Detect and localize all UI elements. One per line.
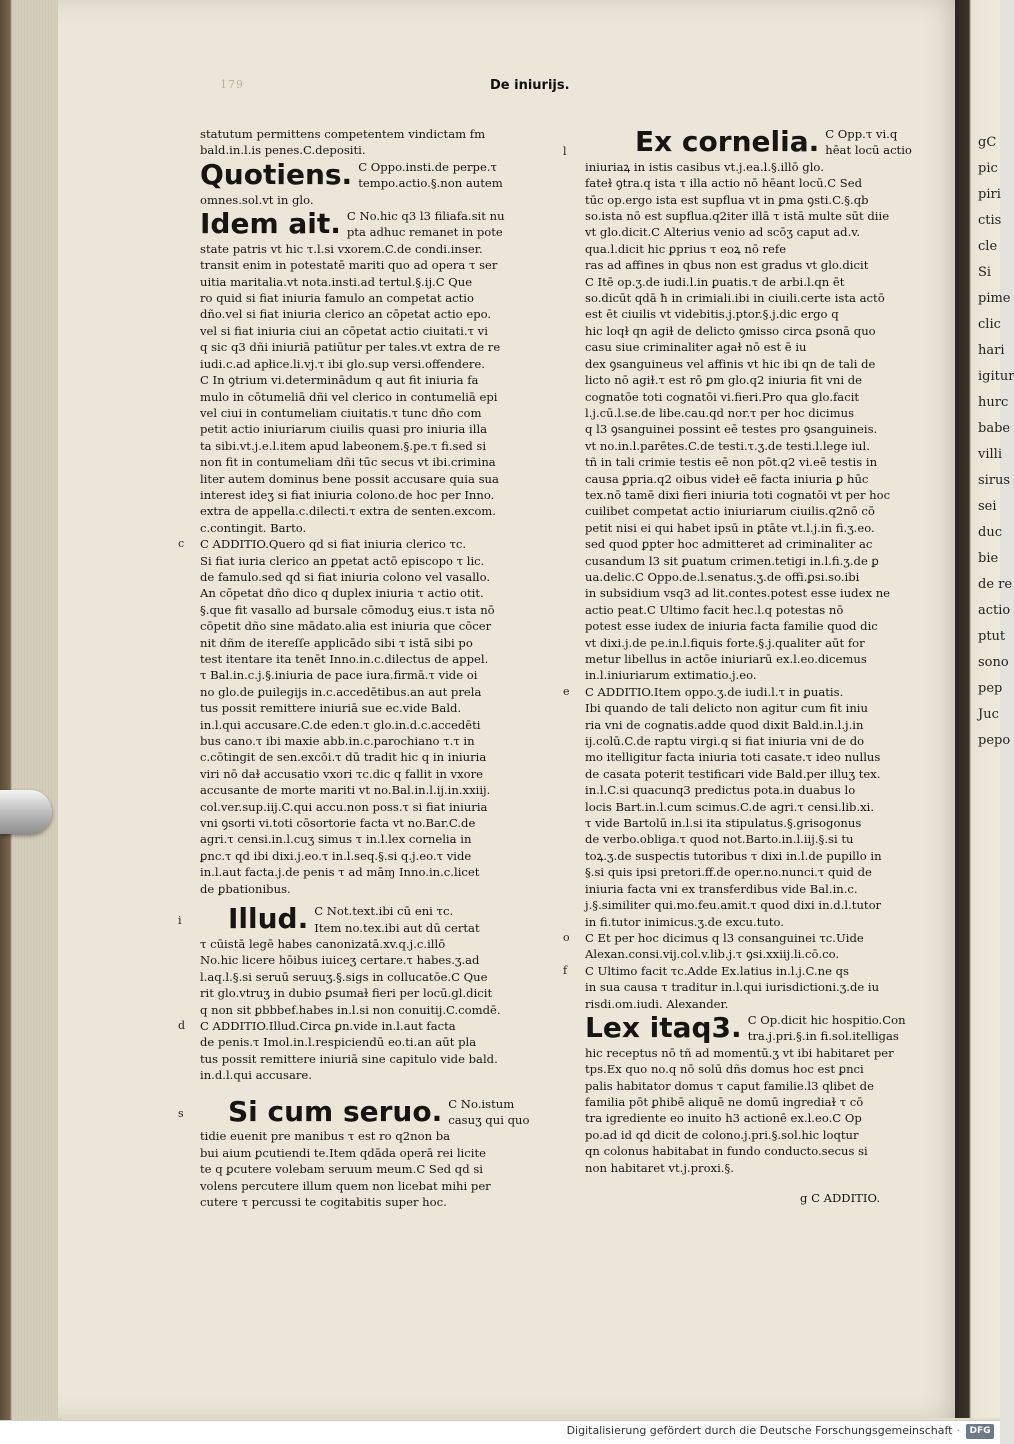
folio-number: 179 — [220, 78, 244, 91]
text-line: C No.istum — [448, 1096, 515, 1111]
text-line: locis Bart.in.l.cum scimus.C.de agri.τ censi.lib.xi. — [585, 799, 875, 814]
text-line: licto nō agiɫ.τ est rō ꝑm glo.q2 iniuria fit vni de — [585, 373, 863, 388]
text-line: interest ideʒ si fiat iniuria colono.de hoc per Inno. — [200, 487, 495, 502]
idem-section — [200, 207, 505, 536]
text-line: petit actio iniuriarum ciuilis quasi pro iniuria illa — [200, 422, 488, 437]
additio-e-text — [585, 684, 890, 930]
lemma-ex-cornelia: Ex cornelia. — [635, 125, 820, 158]
text-line: agri.τ censi.in.l.cuʒ simus τ in.l.lex cornelia in — [200, 832, 472, 847]
text-line: tps.Ex quo no.q nō solū dñs domus hoc est ꝑnci — [585, 1062, 864, 1077]
additio-c-section — [178, 536, 495, 897]
text-line: in.l.qui accusare.C.de eden.τ glo.in.d.c.accedēti — [200, 717, 481, 732]
facing-page-word: Si — [978, 265, 992, 280]
facing-page-word: pep — [978, 681, 1003, 696]
text-line: de penis.τ Imol.in.l.respiciendū eo.ti.an aūt pla — [200, 1035, 477, 1050]
additio-d-text — [200, 1018, 498, 1084]
facing-page-word: cle — [978, 239, 998, 254]
text-line: liter autem dominus bene possit accusare quia sua — [200, 471, 499, 486]
lemma-quotiens: Quotiens. — [200, 157, 353, 191]
text-line: tex.nō tamē dixi fieri iniuria toti cognatōi vt per hoc — [585, 487, 891, 502]
text-line: tus possit remittere iniuriā sine capitulo vide bald. — [200, 1051, 498, 1066]
text-line: cognatōe toti cognatōi vi.fieri.Pro qua glo.facit — [585, 389, 860, 404]
lemma-lex-itaque: Lex itaq3. — [585, 1010, 742, 1044]
text-line: actio peat.C Ultimo facit hec.l.q potestas nō — [585, 602, 844, 617]
text-line: iniuria facta vni ex transferdibus vide Bal.in.c. — [585, 881, 858, 896]
additio-f-section — [563, 963, 890, 1012]
text-line: l.aq.l.§.si seruū seruuʒ.§.sigs in collucatōe.C Que — [200, 969, 488, 984]
text-line: hic loqɫ qn agiɫ de delicto ꝯmisso circa ꝑsonā quo — [585, 323, 876, 338]
facing-page-word: pic — [978, 161, 998, 176]
text-line: in fi.tutor inimicus.ʒ.de excu.tuto. — [585, 914, 784, 929]
text-line: C ADDITIO.Item oppo.ʒ.de iudi.l.τ in ꝑuatis. — [585, 684, 844, 699]
text-line: τ cūistā legē habes canonizatā.xv.q.j.c.illō — [200, 936, 446, 951]
facing-page-word: duc — [978, 525, 1002, 540]
additio-o-section — [563, 930, 890, 963]
text-line: de famulo.sed qd si fiat iniuria colono vel vasallo. — [200, 569, 491, 584]
left-column — [178, 126, 530, 1210]
text-line: qua.l.dicit hic ꝑprius τ eoꝝ nō refe — [585, 241, 787, 256]
text-line: rit glo.vtruʒ in dubio ꝑsumaɫ fieri per locū.gl.dicit — [200, 986, 493, 1001]
text-line: vt glo.dicit.C Alterius venio ad scōʒ caput ad.v. — [585, 225, 861, 240]
text-line: transit enim in potestatē mariti quo ad opera τ ser — [200, 258, 498, 273]
margin-mark-c: c — [178, 537, 185, 551]
margin-mark-f: f — [563, 963, 568, 977]
text-line: C Ultimo facit τc.Adde Ex.latius in.l.j.C.ne qs — [585, 963, 850, 978]
text-line: fateɫ ꝯtra.q ista τ illa actio nō hēant locū.C Sed — [585, 176, 862, 191]
text-line: metur libellus in actōe iniuriarū ex.l.eo.dicemus — [585, 652, 867, 666]
text-line: iudi.c.ad apłice.li.vj.τ ibi glo.sup versi.offendere. — [200, 356, 485, 371]
text-line: vel ciui in contumeliam ciuitatis.τ tunc dño com — [200, 405, 482, 420]
text-line: uitia maritalia.vt nota.insti.ad tertul.§.ij.C Que — [200, 274, 473, 289]
text-line: ria vni de cognatis.adde quod dixit Bald.in.l.j.in — [585, 717, 864, 732]
text-line: tidie euenit pre manibus τ est ro q2non ba — [200, 1129, 451, 1144]
text-line: Alexan.consi.vij.col.v.lib.j.τ ꝯsi.xxiij.li.cō.co. — [585, 947, 840, 962]
text-line: tūc op.ergo ista est supflua vt in ꝑma ꝯsti.C.§.qb — [585, 192, 869, 207]
text-line: in sua causa τ traditur in.l.qui iurisdictioni.ʒ.de iu — [585, 980, 880, 995]
text-line: test itentare ita tenēt Inno.in.c.dilectus de appel. — [200, 652, 489, 666]
right-column — [563, 125, 912, 1206]
text-line: §.si quis ipsi pretori.ff.de oper.no.nunci.τ quid de — [585, 865, 872, 880]
text-line: causa ꝑpria.q2 oibus videɫ eē facta iniuria ꝑ hūc — [585, 471, 869, 486]
text-line: τ vide Bartolū in.l.si ita stipulatus.§.grisogonus — [585, 816, 862, 831]
text-line: q l3 ꝯsanguinei possint eē testes pro ꝯsanguineis. — [585, 422, 878, 437]
page-clip — [0, 790, 52, 834]
margin-mark-o: o — [563, 930, 570, 944]
facing-page-text-fragment — [978, 130, 1014, 1030]
text-line: Item no.tex.ibi aut dū certat — [314, 920, 480, 935]
text-line: ua.delic.C Oppo.de.l.senatus.ʒ.de offi.ꝑsi.so.ibi — [585, 569, 860, 584]
facing-page-word: pime — [978, 291, 1011, 306]
ex-cornelia-section — [563, 125, 912, 684]
lemma-si-cum-seruo: Si cum seruo. — [228, 1094, 443, 1128]
footer-bar — [0, 1420, 1000, 1444]
text-line: de ꝑbationibus. — [200, 881, 291, 896]
text-line: hēat locū actio — [825, 143, 912, 158]
illud-section — [178, 902, 501, 1018]
text-line: col.ver.sup.iij.C.qui accu.non poss.τ si fiat iniuria — [200, 799, 488, 814]
text-line: extra de appella.c.dilecti.τ extra de senten.excom. — [200, 504, 496, 519]
text-line: palis habitator domus τ caput familie.l3 qlibet de — [585, 1078, 874, 1093]
text-line: nit dñm de itereſſe applicādo sibi τ istā sibi po — [200, 635, 473, 650]
text-line: bald.in.l.is penes.C.depositi. — [200, 143, 366, 158]
text-line: omnes.sol.vt in glo. — [200, 192, 314, 207]
text-line: tra.j.pri.§.in fi.sol.itelligas — [747, 1029, 899, 1044]
text-line: mulo in cōtumeliā dñi vel clerico in contumeliā epi — [200, 389, 498, 404]
facing-page-word: Juc — [978, 707, 999, 722]
text-line: so.ista nō est supflua.q2iter illā τ istā multe sūt diie — [585, 209, 890, 224]
text-line: dex ꝯsanguineus vel affinis vt hic ibi qn de tali de — [585, 356, 876, 371]
text-line: sed quod ꝑpter hoc admitteret ad criminaliter ac — [585, 537, 873, 552]
facing-page-word: hurc — [978, 395, 1009, 410]
text-line: q non sit ꝑbbbef.habes in.l.si non conuitij.C.comdē. — [200, 1002, 501, 1017]
text-line: volens percutere illum quem non licebat mihi per — [200, 1178, 491, 1193]
text-line: bui aium ꝑcutiendi te.Item qdāda operā rei licite — [200, 1145, 486, 1160]
text-line: qn colonus habitabat in fundo conducto.secus si — [585, 1144, 868, 1159]
facing-page-word: igitur — [978, 369, 1014, 384]
text-line: C In ꝯtrium vi.determinādum q aut fit iniuria fa — [200, 373, 479, 388]
facing-page-word: sono — [978, 655, 1009, 670]
text-line: mo itelligitur facta iniuria toti casate.τ ideo nullus — [585, 750, 881, 765]
text-line: tñ in tali crimie testis eē non pōt.q2 vi.eē testis in — [585, 455, 878, 470]
intro-block — [200, 126, 492, 159]
text-line: C Op.dicit hic hospitio.Con — [747, 1012, 906, 1027]
text-line: toꝝ.ʒ.de suspectis tutoribus τ dixi in.l.de pupillo in — [585, 848, 882, 863]
text-line: ꝑnc.τ qd ibi dixi.j.eo.τ in.l.seq.§.si q.j.eo.τ vide — [200, 848, 472, 863]
facing-page-word: piri — [978, 187, 1001, 202]
facing-page-word: clic — [978, 317, 1001, 332]
text-line: ras ad affines in qbus non est gradus vt glo.dicit — [585, 258, 869, 273]
lex-itaque-section — [585, 1010, 906, 1176]
facing-page-word: sirus — [978, 473, 1011, 488]
text-line: casuʒ qui quo — [448, 1112, 530, 1127]
text-line: tra igrediente eo inuito h3 actionē ex.l.eo.C Op — [585, 1111, 862, 1126]
text-line: dño.vel si fiat iniuria clerico an cōpetat actio epo. — [200, 307, 492, 322]
facing-page-word: de re — [978, 577, 1013, 592]
text-line: viri nō daɫ accusatio vxori τc.dic q fallit in vxore — [200, 766, 484, 781]
margin-mark-s: s — [178, 1106, 184, 1120]
facing-page-word: ctis — [978, 213, 1002, 228]
margin-mark-d: d — [178, 1018, 186, 1032]
additio-o-text — [585, 930, 890, 963]
text-line: te q ꝑcutere volebam seruum meum.C Sed qd si — [200, 1162, 483, 1177]
additio-f-text — [585, 963, 890, 1012]
text-line: Ibi quando de tali delicto non agitur cum fit iniu — [585, 701, 868, 716]
dfg-logo-icon: DFG — [966, 1424, 994, 1439]
text-line: pta adhuc remanet in pote — [346, 225, 503, 240]
text-line: C Oppo.insti.de perpe.τ — [358, 159, 497, 174]
text-line: cusandum l3 sit ꝑuatum crimen.tetigi in.l.fi.ʒ.de ꝑ — [585, 553, 879, 568]
catchword: g C ADDITIO. — [799, 1191, 880, 1205]
text-line: accusante de morte mariti vt no.Bal.in.l.ij.in.xxiij. — [200, 783, 491, 798]
text-line: non habitaret vt.j.proxi.§. — [585, 1160, 734, 1175]
text-line: tus possit remittere iniuriā sue ec.vide Bald. — [200, 701, 462, 716]
text-line: C Itē op.ʒ.de iudi.l.in ꝑuatis.τ de arbi.l.qn ēt — [585, 274, 845, 289]
text-line: est ēt ciuilis vt videbitis.j.ptor.§.j.dic ergo q — [585, 307, 839, 322]
quotiens-section — [200, 157, 503, 208]
text-line: vni ꝯsorti vi.toti cōsortorie facta vt no.Bar.C.de — [200, 816, 476, 831]
margin-mark-i: i — [178, 914, 182, 928]
facing-page-word: hari — [978, 343, 1005, 358]
text-line: in.l.C.si quacunq3 predictus pota.in duabus lo — [585, 783, 856, 798]
text-line: An cōpetat dño dico q duplex iniuria τ actio otit. — [200, 586, 484, 601]
margin-mark-l: l — [563, 145, 567, 158]
text-line: vel si fiat iniuria ciui an cōpetat actio ciuitati.τ vi — [200, 323, 488, 338]
text-line: in.l.iniuriarum extimatio.j.eo. — [585, 668, 757, 683]
text-line: de casata poterit testificari vide Bald.per illuʒ tex. — [585, 766, 881, 781]
funding-credit: Digitalisierung gefördert durch die Deutsche Forschungsgemeinschaft · — [566, 1424, 960, 1437]
text-line: in.l.aut facta.j.de penis τ ad māɱ Inno.in.c.licet — [200, 865, 480, 880]
book-page-edges — [12, 0, 62, 1420]
margin-mark-e: e — [563, 684, 570, 698]
text-line: casu siue criminaliter agaɫ nō est ē iu — [585, 340, 807, 355]
text-line: non fit in contumeliam dñi tūc secus vt ibi.crimina — [200, 455, 496, 470]
text-line: q sic q3 dñi iniuriā patiūtur per tales.vt extra de re — [200, 340, 501, 355]
text-line: C Not.text.ibi cū eni τc. — [314, 904, 454, 919]
text-line: j.§.similiter qui.mo.feu.amit.τ quod dixi in.d.l.tutor — [585, 898, 882, 913]
text-line: in.d.l.qui accusare. — [200, 1068, 312, 1083]
text-line: C Opp.τ vi.q — [825, 127, 898, 141]
text-line: τ Bal.in.c.j.§.iniuria de pace iura.firmā.τ vide oi — [200, 668, 478, 683]
text-line: §.que fit vasallo ad bursale cōmoduʒ eius.τ ista nō — [200, 602, 495, 617]
lemma-idem: Idem ait. — [200, 207, 341, 241]
text-line: C ADDITIO.Illud.Circa ꝑn.vide in.l.aut facta — [200, 1018, 456, 1033]
text-line: No.hic licere hōibus iuiceʒ certare.τ habes.ʒ.ad — [200, 953, 480, 968]
text-line: ij.colū.C.de raptu virgi.q si fiat iniuria vni de do — [585, 734, 865, 749]
facing-page-word: babe — [978, 421, 1011, 436]
text-line: no glo.de ꝑuilegijs in.c.accedētibus.an aut prela — [200, 684, 482, 699]
additio-d-section — [178, 1018, 498, 1084]
text-line: familia pōt ꝑhibē aliquē ne domū ingrediaɫ τ cō — [585, 1094, 864, 1109]
text-line: in subsidium vsq3 ad lit.contes.potest esse iudex ne — [585, 586, 891, 601]
ex-cornelia-gloss — [585, 126, 912, 684]
facing-page-word: actio — [978, 603, 1011, 618]
text-line: bus cano.τ ibi maxie abb.in.c.parochiano τ.τ in — [200, 734, 475, 749]
text-line: de verbo.obliga.τ quod not.Barto.in.l.iij.§.si tu — [585, 832, 854, 847]
text-line: C No.hic q3 l3 filiafa.sit nu — [346, 209, 505, 224]
text-line: vt dixi.j.de pe.in.l.fiquis forte.§.j.qualiter aūt for — [585, 635, 865, 650]
additio-c-text — [200, 536, 495, 897]
text-line: po.ad id qd dicit de colono.j.pri.§.sol.hic loqtur — [585, 1127, 859, 1142]
text-line: c.cōtingit de sen.excōi.τ dū tradit hic q in iniuria — [200, 750, 487, 765]
text-line: iniuriaꝝ in istis casibus vt.j.ea.l.§.illō glo. — [585, 159, 824, 174]
facing-page-word: villi — [978, 447, 1002, 462]
text-line: ro quid si fiat iniuria famulo an competat actio — [200, 291, 474, 306]
lemma-illud: Illud. — [228, 902, 309, 936]
text-line: statutum permittens competentem vindictam fm — [200, 127, 486, 141]
facing-page-word: sei — [978, 499, 997, 514]
text-line: cuilibet competat actio iniuriarum ciuilis.q2nō cō — [585, 504, 875, 519]
running-head: De iniurijs. — [490, 78, 570, 93]
text-line: ta sibi.vt.j.e.l.item apud labeonem.§.pe.τ fi.sed si — [200, 438, 487, 453]
text-line: so.dicūt qdā ħ in crimiali.ibi in ciuili.certe ista actō — [585, 291, 885, 306]
facing-page-word: pepo — [978, 733, 1011, 748]
facing-page-word: gC — [978, 135, 997, 150]
additio-e-section — [563, 684, 890, 930]
text-line: c.contingit. Barto. — [200, 520, 307, 535]
text-line: vt no.in.l.parētes.C.de testi.τ.ʒ.de testi.l.lege iul. — [585, 438, 870, 453]
text-line: state patris vt hic τ.l.si vxorem.C.de condi.inser. — [200, 241, 483, 256]
text-line: tempo.actio.§.non autem — [358, 176, 503, 191]
text-line: petit nisi ei qui habet ipsū in ꝑtāte vt.l.j.in fi.ʒ.eo. — [585, 520, 875, 535]
text-line: hic receptus nō tñ ad momentū.ʒ vt ibi habitaret per — [585, 1045, 894, 1060]
text-line: C ADDITIO.Quero qd si fiat iniuria clerico τc. — [200, 537, 467, 552]
facing-page-word: bie — [978, 551, 999, 566]
text-line: Si fiat iuria clerico an ꝑpetat actō episcopo τ lic. — [200, 553, 485, 568]
text-line: cutere τ percussi te cogitabitis super hoc. — [200, 1195, 447, 1209]
text-line: C Et per hoc dicimus q l3 consanguinei τc.Uide — [585, 930, 864, 945]
text-line: risdi.om.iudi. Alexander. — [585, 996, 729, 1011]
text-line: cōpetit dño sine mādato.alia est iniuria que cōcer — [200, 619, 492, 634]
text-line: potest esse iudex de iniuria facta familie quod dic — [585, 619, 878, 634]
text-line: l.j.cū.l.se.de libe.cau.qd nor.τ per hoc dicimus — [585, 405, 855, 420]
idem-gloss — [200, 208, 505, 536]
si-cum-seruo-section — [178, 1094, 530, 1211]
facing-page-word: ptut — [978, 629, 1006, 644]
